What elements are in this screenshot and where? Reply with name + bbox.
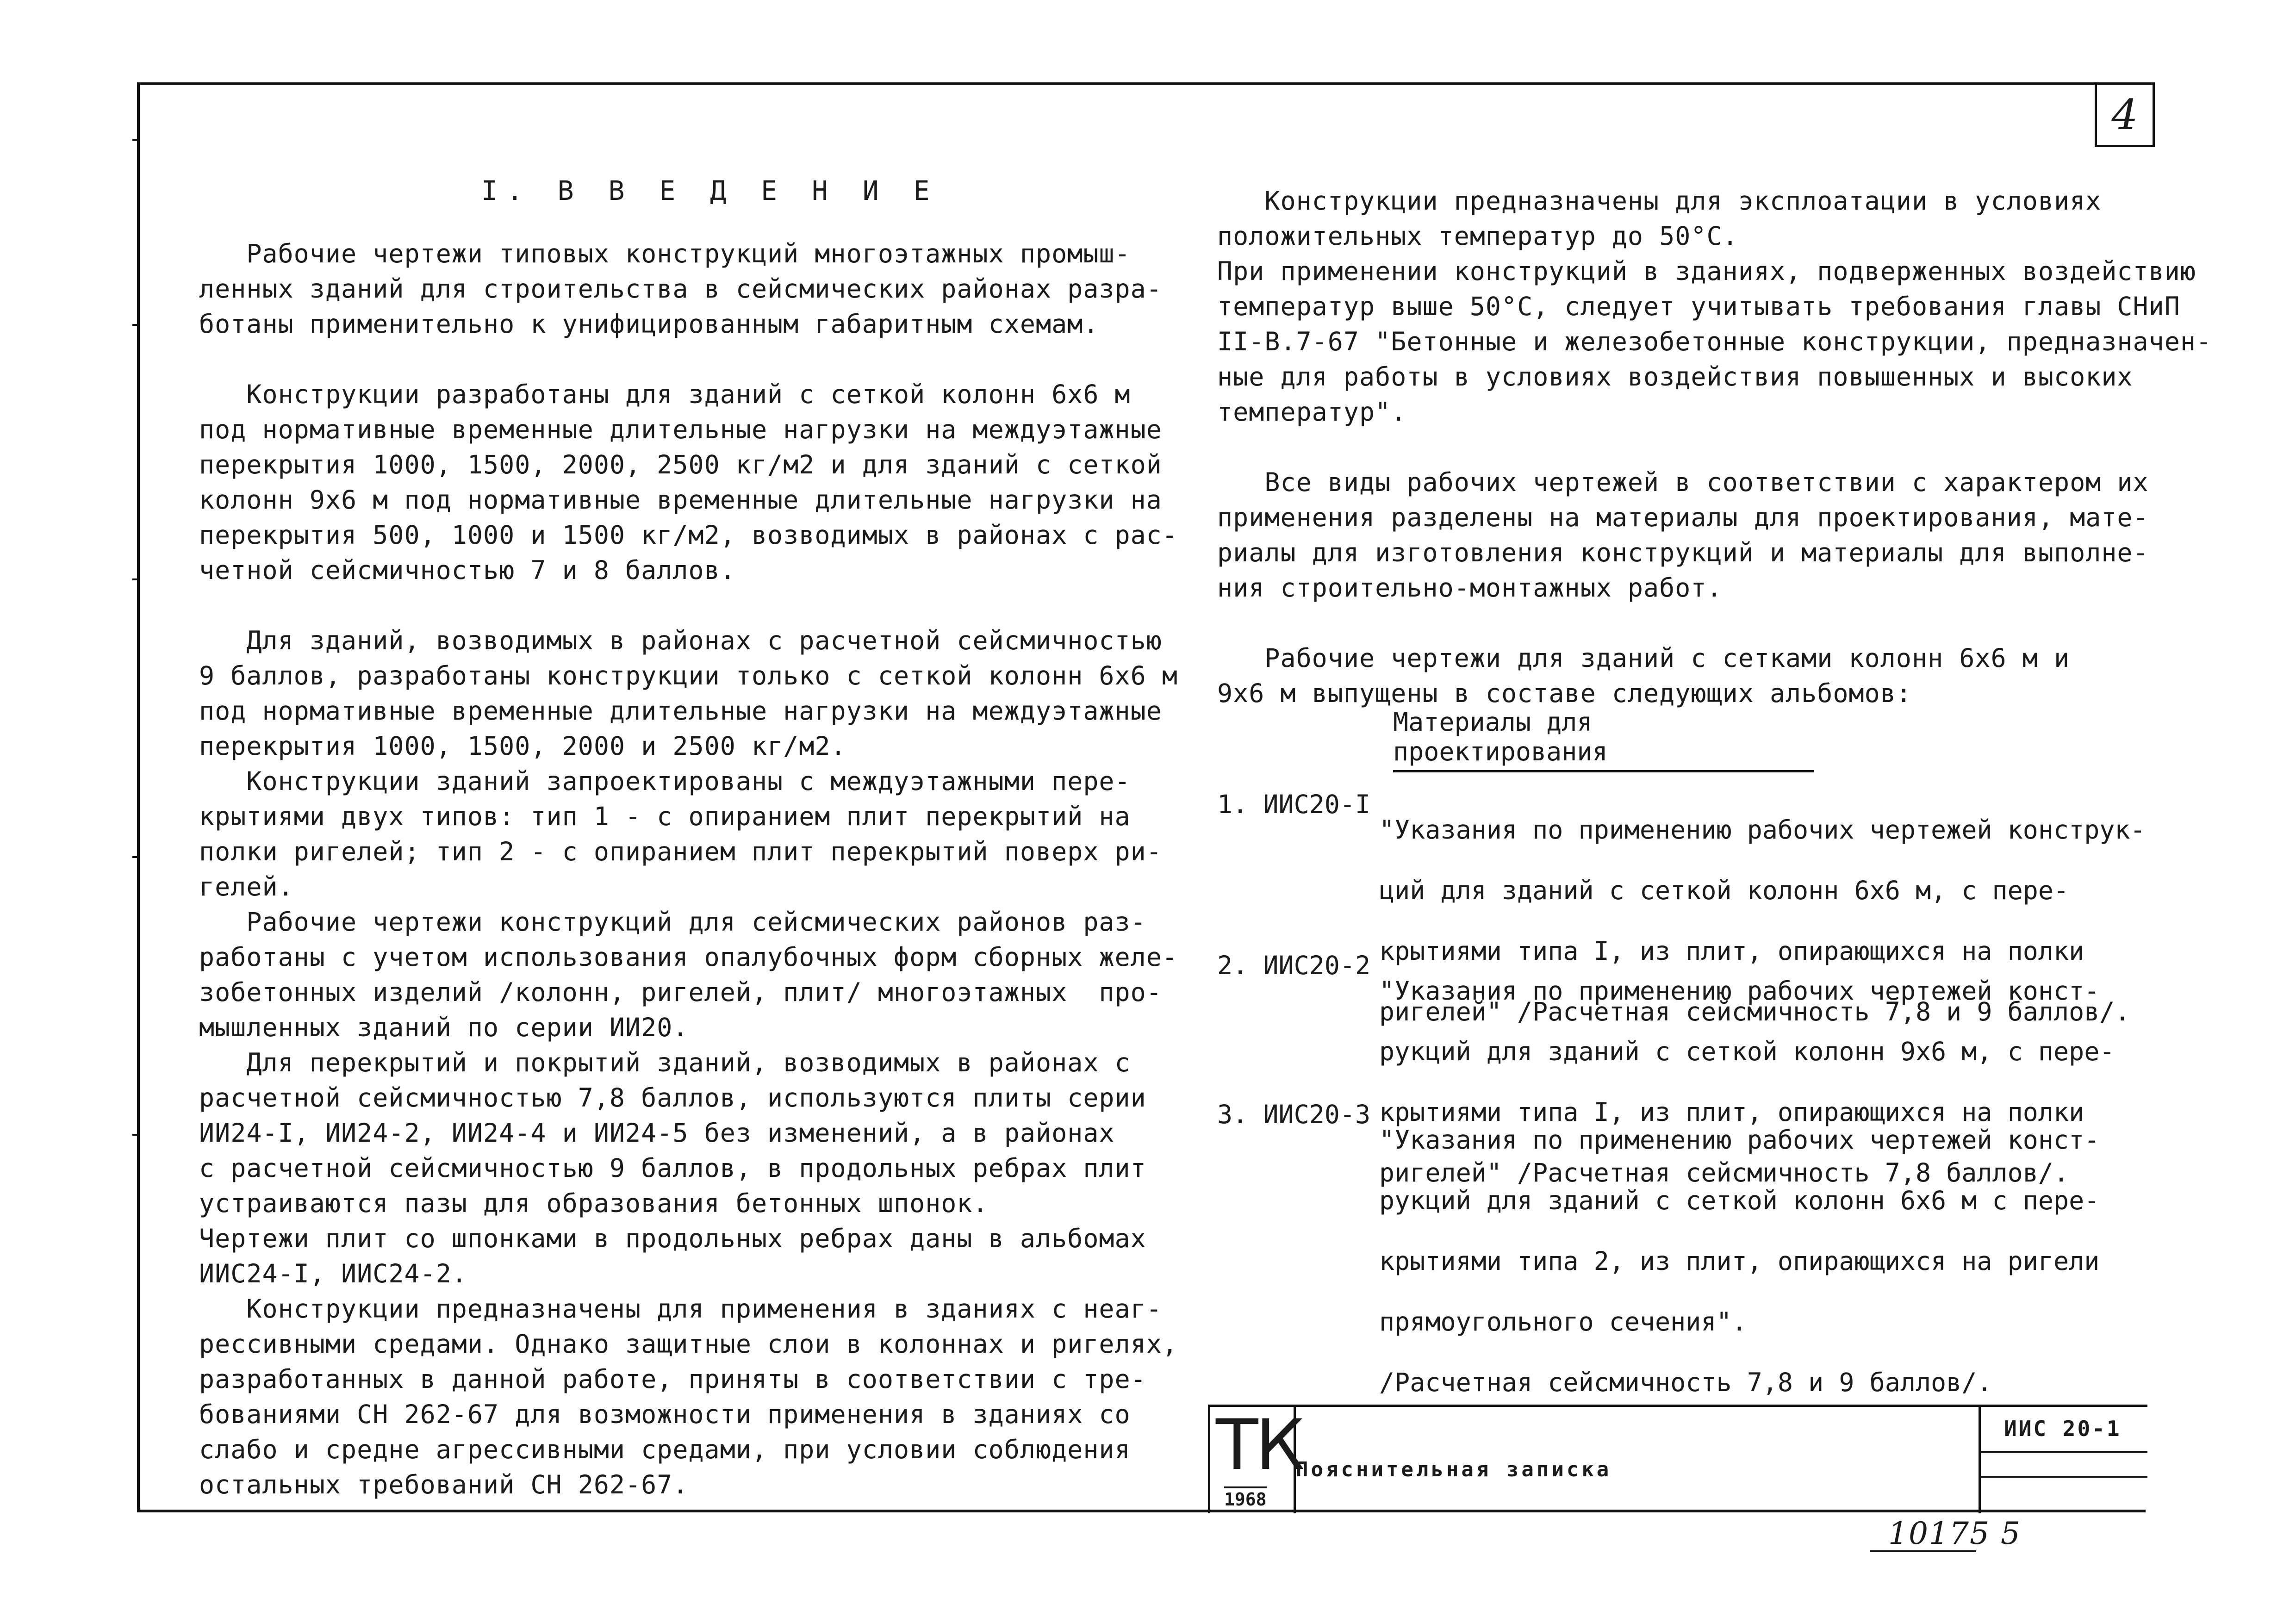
- margin-tick: [132, 1134, 137, 1136]
- text-line: 9 баллов, разработаны конструкции только с сеткой колонн 6х6 м: [199, 661, 1178, 690]
- text-line: [1217, 605, 2212, 640]
- text-line: Рабочие чертежи типовых конструкций многоэтажных промыш-: [199, 239, 1131, 268]
- text-line: гелей.: [199, 872, 294, 902]
- album-number: 3. ИИС20-3: [1217, 1100, 1371, 1129]
- text-line: перекрытия 500, 1000 и 1500 кг/м2, возводимых в районах с рас-: [199, 520, 1178, 550]
- divider: [1981, 1451, 2147, 1453]
- materials-heading: Материалы для проектирования: [1393, 707, 1814, 772]
- text-line: с расчетной сейсмичностью 9 баллов, в продольных ребрах плит: [199, 1153, 1146, 1183]
- text-line: мышленных зданий по серии ИИ20.: [199, 1013, 689, 1042]
- section-heading: I. В В Е Д Е Н И Е: [481, 175, 939, 206]
- text-line: [199, 342, 1178, 377]
- text-line: разработанных в данной работе, приняты в соответствии с тре-: [199, 1364, 1146, 1394]
- margin-tick: [132, 139, 137, 141]
- text-line: ния строительно-монтажных работ.: [1217, 573, 1723, 603]
- text-line: II-В.7-67 "Бетонные и железобетонные конструкции, предназначен-: [1217, 327, 2212, 356]
- text-line: рукций для зданий с сеткой колонн 6х6 м с пере-: [1379, 1186, 2100, 1215]
- text-line: температур".: [1217, 397, 1407, 427]
- text-line: риалы для изготовления конструкций и материалы для выполне-: [1217, 538, 2149, 567]
- text-line: работаны с учетом использования опалубочных форм сборных желе-: [199, 942, 1178, 972]
- text-line: перекрытия 1000, 1500, 2000 и 2500 кг/м2.: [199, 731, 846, 761]
- text-line: Все виды рабочих чертежей в соответствии с характером их: [1217, 467, 2149, 497]
- text-line: ботаны применительно к унифицированным габаритным схемам.: [199, 309, 1099, 339]
- text-line: Для перекрытий и покрытий зданий, возводимых в районах с: [199, 1048, 1131, 1077]
- text-line: ригелей" /Расчетная сейсмичность 7,8 и 9 баллов/.: [1379, 997, 2130, 1026]
- margin-tick: [132, 324, 137, 326]
- text-line: полки ригелей; тип 2 - с опиранием плит перекрытий поверх ри-: [199, 837, 1162, 866]
- logo-cell: [1208, 1405, 1302, 1513]
- text-line: крытиями типа I, из плит, опирающихся на полки: [1379, 936, 2084, 966]
- left-text-column: [199, 236, 1178, 1502]
- text-line: слабо и средне агрессивными средами, при условии соблюдения: [199, 1435, 1131, 1464]
- text-line: Конструкции разработаны для зданий с сеткой колонн 6х6 м: [199, 379, 1131, 409]
- divider: [1981, 1476, 2147, 1478]
- text-line: Конструкции предназначены для применения в зданиях с неаг-: [199, 1294, 1162, 1324]
- page-number: 4: [2095, 82, 2155, 147]
- text-line: устраиваются пазы для образования бетонных шпонок.: [199, 1188, 989, 1218]
- text-line: колонн 9х6 м под нормативные временные длительные нагрузки на: [199, 485, 1162, 515]
- text-line: зобетонных изделий /колонн, ригелей, плит/ многоэтажных про-: [199, 977, 1162, 1007]
- text-line: Конструкции зданий запроектированы с междуэтажными пере-: [199, 766, 1131, 796]
- text-line: положительных температур до 50°С.: [1217, 221, 1738, 251]
- text-line: крытиями типа 2, из плит, опирающихся на ригели: [1379, 1246, 2100, 1276]
- text-line: /Расчетная сейсмичность 7,8 и 9 баллов/.: [1379, 1368, 1992, 1397]
- margin-tick: [132, 856, 137, 858]
- text-line: Рабочие чертежи для зданий с сетками колонн 6х6 м и: [1217, 643, 2070, 673]
- text-line: ций для зданий с сеткой колонн 6х6 м, с пере-: [1379, 876, 2069, 905]
- text-line: ИИ24-I, ИИ24-2, ИИ24-4 и ИИ24-5 без изменений, а в районах: [199, 1118, 1115, 1148]
- text-line: рукций для зданий с сеткой колонн 9х6 м, с пере-: [1379, 1037, 2115, 1066]
- archive-underline: [1870, 1550, 1976, 1552]
- text-line: При применении конструкций в зданиях, подверженных воздействию: [1217, 256, 2196, 286]
- document-code: ИИС 20-1: [2004, 1416, 2122, 1441]
- text-line: [199, 588, 1178, 623]
- text-line: рессивными средами. Однако защитные слои в колоннах и ригелях,: [199, 1329, 1178, 1359]
- text-line: ИИС24-I, ИИС24-2.: [199, 1259, 467, 1288]
- text-line: "Указания по применению рабочих чертежей конст-: [1379, 976, 2100, 1006]
- code-cell: [1981, 1407, 2147, 1513]
- text-line: "Указания по применению рабочих чертежей конструк-: [1379, 815, 2146, 845]
- margin-tick: [132, 578, 137, 580]
- album-number: 2. ИИС20-2: [1217, 951, 1371, 980]
- text-line: Рабочие чертежи конструкций для сейсмических районов раз-: [199, 907, 1146, 937]
- text-line: бованиями СН 262-67 для возможности применения в зданиях со: [199, 1399, 1131, 1429]
- text-line: температур выше 50°С, следует учитывать требования главы СНиП: [1217, 292, 2180, 321]
- album-number: 1. ИИС20-I: [1217, 790, 1371, 819]
- text-line: Чертежи плит со шпонками в продольных ребрах даны в альбомах: [199, 1224, 1146, 1253]
- text-line: применения разделены на материалы для проектирования, мате-: [1217, 503, 2149, 532]
- album-description: [1379, 1097, 2099, 1425]
- tk-logo: ТК: [1216, 1405, 1302, 1486]
- text-line: ные для работы в условиях воздействия повышенных и высоких: [1217, 362, 2133, 392]
- right-text-column: [1217, 183, 2212, 711]
- text-line: прямоугольного сечения".: [1379, 1307, 1747, 1337]
- text-line: ригелей" /Расчетная сейсмичность 7,8 баллов/.: [1379, 1158, 2069, 1188]
- text-line: ленных зданий для строительства в сейсмических районах разра-: [199, 274, 1162, 304]
- text-line: остальных требований СН 262-67.: [199, 1470, 689, 1499]
- title-block: [1208, 1405, 2147, 1513]
- text-line: [1217, 429, 2212, 465]
- text-line: четной сейсмичностью 7 и 8 баллов.: [199, 555, 736, 585]
- archive-number: 10175 5: [1888, 1516, 2021, 1551]
- text-line: "Указания по применению рабочих чертежей конст-: [1379, 1125, 2100, 1155]
- text-line: Для зданий, возводимых в районах с расчетной сейсмичностью: [199, 626, 1162, 655]
- stamp-year: 1968: [1224, 1486, 1267, 1510]
- text-line: расчетной сейсмичностью 7,8 баллов, используются плиты серии: [199, 1083, 1146, 1113]
- text-line: Конструкции предназначены для эксплоатации в условиях: [1217, 186, 2102, 216]
- text-line: 9х6 м выпущены в составе следующих альбомов:: [1217, 678, 1912, 708]
- document-title: Пояснительная записка: [1296, 1458, 1612, 1481]
- text-line: крытиями типа I, из плит, опирающихся на полки: [1379, 1097, 2084, 1127]
- text-line: перекрытия 1000, 1500, 2000, 2500 кг/м2 и для зданий с сеткой: [199, 450, 1162, 479]
- text-line: под нормативные временные длительные нагрузки на междуэтажные: [199, 696, 1162, 726]
- text-line: крытиями двух типов: тип 1 - с опиранием плит перекрытий на: [199, 802, 1131, 831]
- text-line: под нормативные временные длительные нагрузки на междуэтажные: [199, 415, 1162, 444]
